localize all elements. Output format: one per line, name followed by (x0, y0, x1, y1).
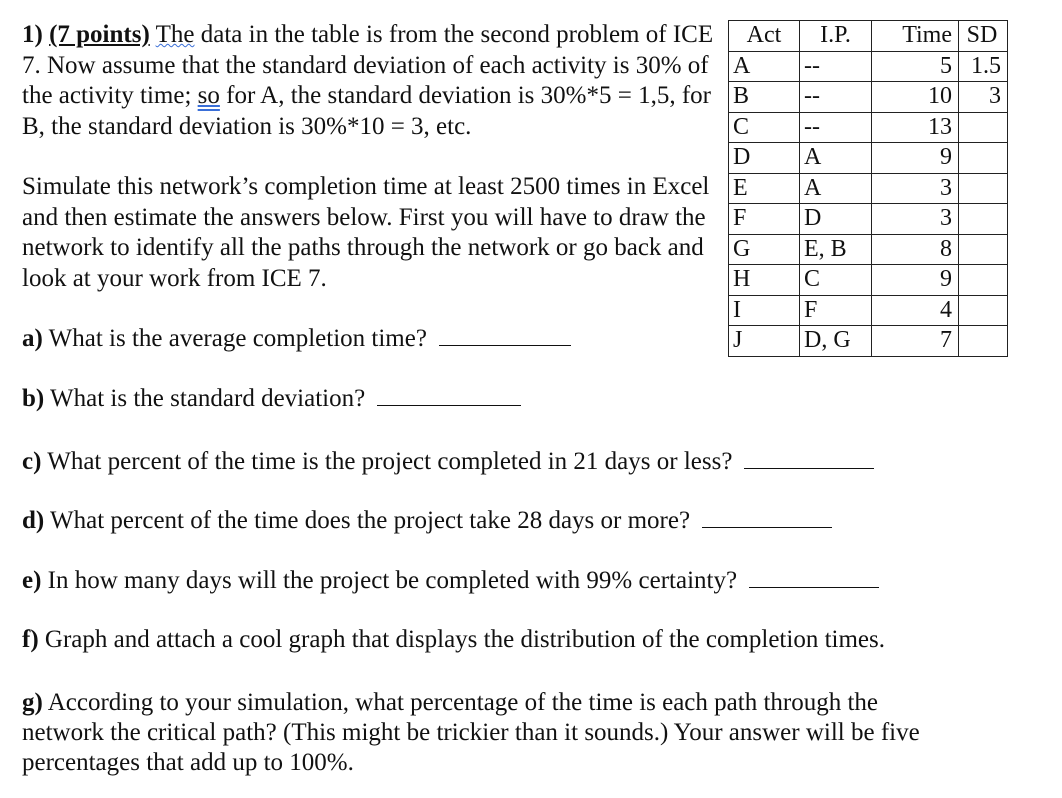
question-d-label: d) (22, 507, 45, 534)
cell-act: D (729, 143, 800, 174)
cell-act: H (729, 265, 800, 296)
question-a-text: What is the average completion time? (42, 325, 427, 352)
cell-act: J (729, 326, 800, 357)
table-row (729, 173, 1008, 204)
header-sd: SD (959, 21, 1008, 52)
cell-time: 4 (872, 295, 959, 326)
table-row (729, 82, 1008, 113)
cell-time: 10 (872, 82, 959, 113)
cell-time: 7 (872, 326, 959, 357)
answer-c-blank[interactable] (744, 446, 874, 469)
question-c-text: What percent of the time is the project completed in 21 days or less? (41, 448, 733, 475)
question-a (22, 323, 571, 354)
problem-intro (22, 20, 722, 294)
intro-head: The (155, 21, 195, 48)
table-row (729, 51, 1008, 82)
table-row (729, 265, 1008, 296)
table-row (729, 112, 1008, 143)
cell-time: 9 (872, 143, 959, 174)
cell-act: G (729, 234, 800, 265)
problem-number: 1) (22, 21, 43, 48)
table-row (729, 295, 1008, 326)
cell-ip: -- (800, 51, 872, 82)
table-row (729, 326, 1008, 357)
cell-ip: E, B (800, 234, 872, 265)
problem-paragraph (22, 20, 722, 142)
cell-sd (959, 265, 1008, 296)
cell-ip: D, G (800, 326, 872, 357)
question-c (22, 446, 874, 477)
table-row (729, 234, 1008, 265)
cell-sd (959, 112, 1008, 143)
cell-time: 8 (872, 234, 959, 265)
cell-sd (959, 326, 1008, 357)
question-e-text: In how many days will the project be completed with 99% certainty? (41, 567, 738, 594)
cell-ip: -- (800, 82, 872, 113)
cell-sd: 1.5 (959, 51, 1008, 82)
header-time: Time (872, 21, 959, 52)
header-ip: I.P. (800, 21, 872, 52)
question-d (22, 505, 832, 536)
cell-sd (959, 143, 1008, 174)
cell-sd (959, 173, 1008, 204)
cell-time: 13 (872, 112, 959, 143)
question-g (22, 688, 942, 778)
answer-a-blank[interactable] (439, 323, 571, 346)
cell-act: F (729, 204, 800, 235)
question-e-label: e) (22, 567, 42, 594)
header-act: Act (729, 21, 800, 52)
table-row (729, 204, 1008, 235)
answer-b-blank[interactable] (377, 383, 521, 406)
cell-sd (959, 295, 1008, 326)
cell-ip: A (800, 173, 872, 204)
cell-time: 9 (872, 265, 959, 296)
cell-act: B (729, 82, 800, 113)
intro-text: data in the table is from the second problem of ICE 7. Now assume that the standard deviation of each activity is 30% of the activity time; (22, 21, 714, 109)
question-g-label: g) (22, 689, 43, 716)
activity-table (728, 20, 1008, 357)
question-f-label: f) (22, 626, 39, 653)
cell-ip: C (800, 265, 872, 296)
cell-sd (959, 234, 1008, 265)
cell-time: 3 (872, 173, 959, 204)
question-e (22, 565, 879, 596)
question-b (22, 383, 521, 414)
cell-ip: A (800, 143, 872, 174)
cell-act: I (729, 295, 800, 326)
question-b-text: What is the standard deviation? (44, 385, 366, 412)
question-d-text: What percent of the time does the project take 28 days or more? (44, 507, 691, 534)
cell-time: 3 (872, 204, 959, 235)
question-b-label: b) (22, 385, 45, 412)
cell-act: C (729, 112, 800, 143)
question-a-label: a) (22, 325, 43, 352)
intro-tail: for A, the standard deviation is 30%*5 = 1,5, for B, the standard deviation is 30%*10 = 3, etc. (22, 82, 711, 140)
so-word: so (197, 82, 220, 109)
question-f-text: Graph and attach a cool graph that displays the distribution of the completion times. (38, 626, 885, 653)
cell-act: A (729, 51, 800, 82)
table-row (729, 143, 1008, 174)
answer-d-blank[interactable] (702, 505, 832, 528)
cell-time: 5 (872, 51, 959, 82)
cell-sd (959, 204, 1008, 235)
answer-e-blank[interactable] (749, 565, 879, 588)
question-g-text: According to your simulation, what percentage of the time is each path through the network the critical path? (This might be trickier than it sounds.) Your answer will be five percentages that add up to 100%. (22, 689, 920, 776)
question-c-label: c) (22, 448, 42, 475)
cell-ip: F (800, 295, 872, 326)
cell-ip: D (800, 204, 872, 235)
table-header-row (729, 21, 1008, 52)
instructions: Simulate this network’s completion time at least 2500 times in Excel and then estimate the answers below. First you will have to draw the network to identify all the paths through the network or go back and look at your work from ICE 7. (22, 173, 710, 292)
points-label: (7 points) (49, 21, 150, 48)
question-f (22, 625, 885, 655)
cell-ip: -- (800, 112, 872, 143)
cell-act: E (729, 173, 800, 204)
cell-sd: 3 (959, 82, 1008, 113)
